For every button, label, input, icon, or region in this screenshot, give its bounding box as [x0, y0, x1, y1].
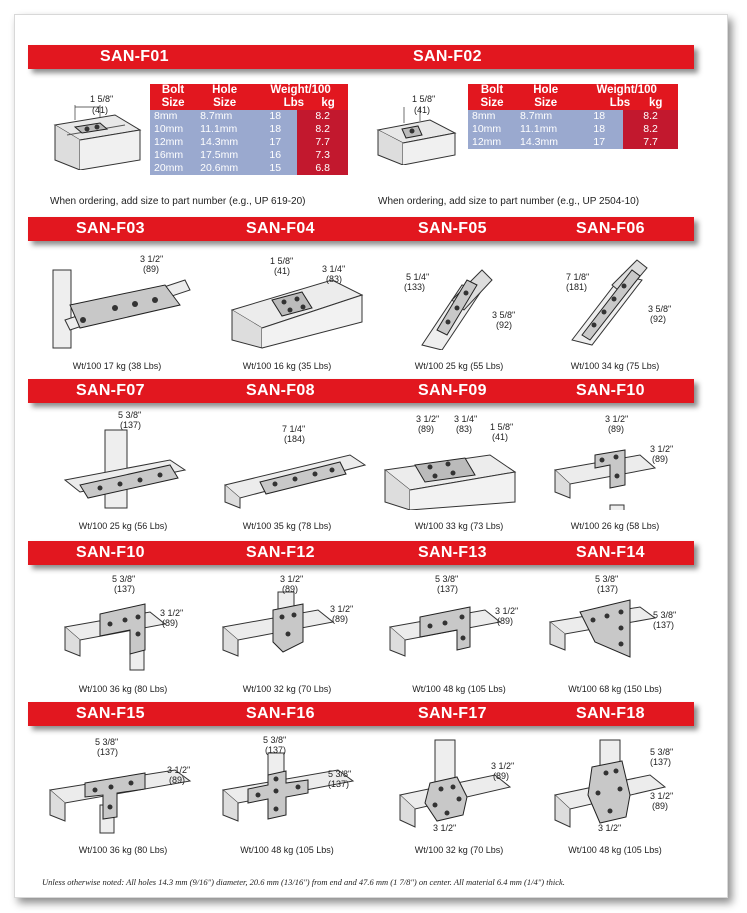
weight-caption: Wt/100 35 kg (78 Lbs): [242, 521, 332, 531]
svg-text:(41): (41): [492, 432, 509, 442]
weight-caption: Wt/100 48 kg (105 Lbs): [412, 684, 506, 694]
f01-dim-group: [80, 92, 120, 120]
weight-caption: Wt/100 26 kg (58 Lbs): [570, 521, 660, 531]
weight-caption: Wt/100 36 kg (80 Lbs): [78, 684, 168, 694]
svg-text:1 5/8": 1 5/8": [270, 256, 294, 266]
part-label: SAN-F13: [418, 544, 487, 561]
f02-spec-table: Bolt Size Hole Size Weight/100 Lbs kg 8mm 8.7mm 18 8.2 10mm 11.1mm 18 8.2 12mm 14.3mm 17 7.7: [468, 84, 678, 149]
svg-text:3 1/4": 3 1/4": [322, 264, 346, 274]
f13-bracket-drawing: [385, 572, 525, 672]
svg-text:(89): (89): [418, 424, 435, 434]
part-label-f01: SAN-F01: [100, 48, 169, 65]
svg-text:(89): (89): [652, 801, 669, 811]
part-label: SAN-F04: [246, 220, 315, 237]
svg-text:(137): (137): [597, 584, 619, 594]
svg-text:3 1/2": 3 1/2": [495, 606, 519, 616]
part-label: SAN-F05: [418, 220, 487, 237]
svg-text:(89): (89): [143, 264, 160, 274]
section-band-4: [28, 541, 694, 565]
svg-text:(89): (89): [282, 584, 299, 594]
table-row: 8mm 8.7mm 18 8.2: [468, 110, 678, 123]
svg-text:3 1/2": 3 1/2": [280, 574, 304, 584]
f04-bracket-drawing: [222, 250, 372, 350]
svg-text:5 3/8": 5 3/8": [118, 410, 142, 420]
svg-text:3 1/2": 3 1/2": [160, 608, 184, 618]
section-band-3: [28, 379, 694, 403]
order-note-f02: When ordering, add size to part number (e.g., UP 2504-10): [378, 196, 640, 207]
f16-bracket-drawing: [218, 735, 368, 835]
part-label: SAN-F15: [76, 705, 145, 722]
weight-caption: Wt/100 48 kg (105 Lbs): [568, 845, 662, 855]
footer-note: Unless otherwise noted: All holes 14.3 mm (9/16") diameter, 20.6 mm (13/16") from end and 47.6 mm (1 7/8") on center. All material 6.4 mm (1/4") thick.: [42, 877, 565, 887]
svg-text:(137): (137): [328, 779, 350, 789]
part-label-f02: SAN-F02: [413, 48, 482, 65]
f14-bracket-drawing: [545, 572, 695, 672]
part-label: SAN-F10: [576, 382, 645, 399]
weight-caption: Wt/100 68 kg (150 Lbs): [568, 684, 662, 694]
svg-text:(89): (89): [169, 775, 186, 785]
svg-text:(41): (41): [274, 266, 291, 276]
section-band-5: [28, 702, 694, 726]
f01-dim-in: 1 5/8": [90, 94, 114, 104]
f12-bracket-drawing: [218, 572, 358, 672]
svg-text:(89): (89): [608, 424, 625, 434]
svg-text:3 1/2": 3 1/2": [416, 414, 440, 424]
part-label: SAN-F18: [576, 705, 645, 722]
svg-text:(181): (181): [566, 282, 588, 292]
f18-bracket-drawing: [550, 735, 690, 835]
svg-text:3 5/8": 3 5/8": [648, 304, 672, 314]
f10b-bracket-drawing: [60, 572, 190, 672]
weight-caption: Wt/100 32 kg (70 Lbs): [414, 845, 504, 855]
svg-text:7 1/4": 7 1/4": [282, 424, 306, 434]
svg-text:5 3/8": 5 3/8": [650, 747, 674, 757]
f01-dim-mm: (41): [92, 105, 109, 115]
svg-text:3 1/2": 3 1/2": [167, 765, 191, 775]
table-row: 12mm 14.3mm 17 7.7: [468, 136, 678, 149]
table-row: 10mm 11.1mm 18 8.2: [468, 123, 678, 136]
svg-text:(92): (92): [650, 314, 667, 324]
svg-text:3 1/2": 3 1/2": [140, 254, 164, 264]
svg-text:(92): (92): [496, 320, 513, 330]
svg-text:7 1/8": 7 1/8": [566, 272, 590, 282]
part-label: SAN-F17: [418, 705, 487, 722]
svg-text:5 3/8": 5 3/8": [653, 610, 677, 620]
svg-text:3 1/2": 3 1/2": [650, 444, 674, 454]
weight-caption: Wt/100 16 kg (35 Lbs): [242, 361, 332, 371]
svg-text:1 5/8": 1 5/8": [490, 422, 514, 432]
f03-bracket-drawing: [45, 250, 195, 350]
table-row: 12mm 14.3mm 17 7.7: [150, 136, 348, 149]
part-label: SAN-F06: [576, 220, 645, 237]
weight-caption: Wt/100 25 kg (56 Lbs): [78, 521, 168, 531]
section-band-1: [28, 45, 694, 69]
svg-text:5 3/8": 5 3/8": [595, 574, 619, 584]
svg-text:(137): (137): [97, 747, 119, 757]
svg-text:(89): (89): [493, 771, 510, 781]
svg-text:5 3/8": 5 3/8": [112, 574, 136, 584]
svg-text:5 3/8": 5 3/8": [328, 769, 352, 779]
weight-caption: Wt/100 32 kg (70 Lbs): [242, 684, 332, 694]
svg-text:(89): (89): [332, 614, 349, 624]
f02-dim-in: 1 5/8": [412, 94, 436, 104]
th-hole: Hole Size: [196, 84, 253, 110]
part-label: SAN-F16: [246, 705, 315, 722]
weight-caption: Wt/100 17 kg (38 Lbs): [72, 361, 162, 371]
part-label: SAN-F08: [246, 382, 315, 399]
section-band-2: [28, 217, 694, 241]
part-label: SAN-F03: [76, 220, 145, 237]
f10-bracket-drawing: [550, 410, 700, 510]
f05-bracket-drawing: [392, 250, 542, 350]
svg-text:5 3/8": 5 3/8": [263, 735, 287, 745]
svg-text:(89): (89): [652, 454, 669, 464]
svg-text:3 1/4": 3 1/4": [454, 414, 478, 424]
f01-spec-table: [150, 84, 348, 175]
f15-bracket-drawing: [45, 735, 195, 835]
svg-text:5 3/8": 5 3/8": [95, 737, 119, 747]
f02-dim-group: [404, 92, 444, 120]
weight-caption: Wt/100 25 kg (55 Lbs): [414, 361, 504, 371]
f02-dim-mm: (41): [414, 105, 431, 115]
table-row: 10mm 11.1mm 18 8.2: [150, 123, 348, 136]
svg-text:(83): (83): [456, 424, 473, 434]
svg-text:(137): (137): [114, 584, 136, 594]
svg-text:3 5/8": 3 5/8": [492, 310, 516, 320]
table-row: 16mm 17.5mm 16 7.3: [150, 149, 348, 162]
svg-text:(137): (137): [120, 420, 142, 430]
svg-text:3 1/2": 3 1/2": [433, 823, 457, 833]
part-label: SAN-F10: [76, 544, 145, 561]
svg-text:(83): (83): [326, 274, 343, 284]
svg-text:(133): (133): [404, 282, 426, 292]
svg-text:3 1/2": 3 1/2": [650, 791, 674, 801]
svg-text:5 3/8": 5 3/8": [435, 574, 459, 584]
f06-bracket-drawing: [552, 250, 702, 350]
svg-text:3 1/2": 3 1/2": [491, 761, 515, 771]
svg-text:3 1/2": 3 1/2": [598, 823, 622, 833]
weight-caption: Wt/100 34 kg (75 Lbs): [570, 361, 660, 371]
svg-text:(137): (137): [437, 584, 459, 594]
f09-bracket-drawing: [380, 410, 540, 510]
order-note-f01: When ordering, add size to part number (e.g., UP 619-20): [50, 196, 306, 207]
table-row: 8mm 8.7mm 18 8.2: [150, 110, 348, 123]
th-bolt: Bolt Size: [150, 84, 196, 110]
weight-caption: Wt/100 36 kg (80 Lbs): [78, 845, 168, 855]
th-weight: Weight/100 Lbs kg: [253, 84, 348, 110]
svg-text:(89): (89): [497, 616, 514, 626]
svg-text:(137): (137): [265, 745, 287, 755]
weight-caption: Wt/100 33 kg (73 Lbs): [414, 521, 504, 531]
part-label: SAN-F14: [576, 544, 645, 561]
svg-text:3 1/2": 3 1/2": [605, 414, 629, 424]
part-label: SAN-F09: [418, 382, 487, 399]
table-row: 20mm 20.6mm 15 6.8: [150, 162, 348, 175]
svg-text:3 1/2": 3 1/2": [330, 604, 354, 614]
svg-text:(137): (137): [650, 757, 672, 767]
f17-bracket-drawing: [395, 735, 535, 835]
svg-text:(89): (89): [162, 618, 179, 628]
svg-text:(137): (137): [653, 620, 675, 630]
part-label: SAN-F07: [76, 382, 145, 399]
weight-caption: Wt/100 48 kg (105 Lbs): [240, 845, 334, 855]
svg-text:(184): (184): [284, 434, 306, 444]
f07-bracket-drawing: [60, 410, 190, 510]
f08-bracket-drawing: [220, 410, 370, 510]
svg-text:5 1/4": 5 1/4": [406, 272, 430, 282]
part-label: SAN-F12: [246, 544, 315, 561]
